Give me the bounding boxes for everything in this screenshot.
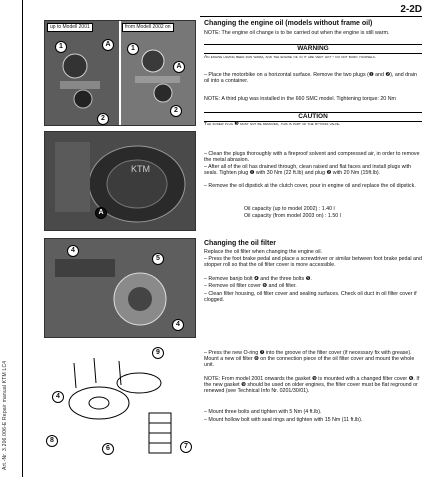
page-number: 2-2D [400,4,422,15]
section1-note2: NOTE: A third plug was installed in the 660 SMC model. Tightening torque: 20 Nm [204,96,396,102]
callout-8: 8 [46,435,58,447]
section2-steps3: – Press the new O-ring ❼ into the groove of the filter cover (if necessary fix with grease). Mount a new oil filter ❽ on the connection piece of the oil filter cover and mount the whole unit. [204,350,415,369]
label-up-to-2001: up to Modell 2001 [47,23,93,32]
callout-4-bottom: 4 [172,319,184,331]
section2-note3: NOTE: From model 2001 onwards the gasket ❾ is mounted with a changed filter cover ❻. If the new gasket ❾ should be used on older engines, the filter cover must be flat reground or renewed (see Technical Info Nr. 0201/30/01). [204,376,420,395]
section2-title: Changing the oil filter [204,240,276,247]
section1-steps2-2: – After all of the oil has drained through, clean raised and flat faces and install plugs with seals. Tighten plug ❶ with 30 Nm (22 ft.lb) and plug ❷ with 20 Nm (15ft.lb). [204,164,412,177]
callout-6: 6 [102,443,114,455]
section2-steps4-2: – Mount hollow bolt with seal rings and tighten with 15 Nm (11 ft.lb). [204,417,363,423]
section2-step4: – Clean filter housing, oil filter cover and sealing surfaces. Check oil duct in oil filter cover if clogged. [204,291,417,304]
margin-rule [22,0,23,477]
callout-2-left: 2 [97,113,109,125]
section2-step0: Replace the oil filter when changing the engine oil. [204,249,323,255]
callout-9: 9 [152,347,164,359]
side-reference-text: Art.-Nr. 3.206.006-E Repair manual KTM LC4 [2,360,8,470]
callout-a-right: A [173,61,185,73]
section1-steps2-1: – Clean the plugs thoroughly with a fireproof solvent and compressed air, in order to remove the metal abrasion. [204,151,420,164]
engine-side-illustration [45,132,195,230]
callout-7: 7 [180,441,192,453]
callout-1-right: 1 [127,43,139,55]
oil-filter-photo [44,238,196,338]
caution-banner: CAUTION [204,112,422,122]
section2-step2: – Remove banjo bolt ❹ and the three bolts ❺. [204,276,312,282]
section1-title: Changing the engine oil (models without frame oil) [204,20,373,27]
section1-note1: NOTE: The engine oil change is to be carried out when the engine is still warm. [204,30,390,36]
callout-a-left: A [102,39,114,51]
section2-steps4-1: – Mount three bolts and tighten with 5 Nm (4 ft.lb). [204,409,322,415]
section2-step3: – Remove oil filter cover ❻ and oil filter. [204,283,297,289]
section2-step1: – Press the foot brake pedal and place a screwdriver or similar between foot brake pedal and stopper roll so that the oil filter cover is more accessible. [204,256,422,269]
header-rule [200,16,422,17]
filter-exploded-illustration [44,343,194,461]
drain-plug-photo [44,20,196,126]
section1-step1: – Place the motorbike on a horizontal surface. Remove the two plugs (❶ and ❷), and drain oil into a container. [204,72,417,85]
engine-side-photo [44,131,196,231]
callout-5: 5 [152,253,164,265]
callout-4-drawing: 4 [52,391,64,403]
oil-capacity-2: Oil capacity (from model 2003 on) : 1.50 l [244,213,341,219]
svg-text:KTM: KTM [131,164,150,174]
section1-steps2-3: – Remove the oil dipstick at the clutch cover, pour in engine oil and replace the oil dipstick. [204,183,416,189]
callout-4-top: 4 [67,245,79,257]
callout-2-right: 2 [170,105,182,117]
callout-1-left: 1 [55,41,67,53]
callout-a-engine: A [95,207,107,219]
warning-banner: WARNING [204,44,422,54]
caution-text: The screw plug ❸ must not be removed, this is part of the by-pass valve. [204,122,341,127]
oil-capacity-1: Oil capacity (up to model 2002) : 1.40 l [244,206,335,212]
label-from-2002: from Modell 2002 on [122,23,174,32]
warning-text: An engine having been run warm, and the engine oil in it are very hot - do not burn yourself. [204,55,377,60]
filter-exploded-drawing [44,343,194,461]
